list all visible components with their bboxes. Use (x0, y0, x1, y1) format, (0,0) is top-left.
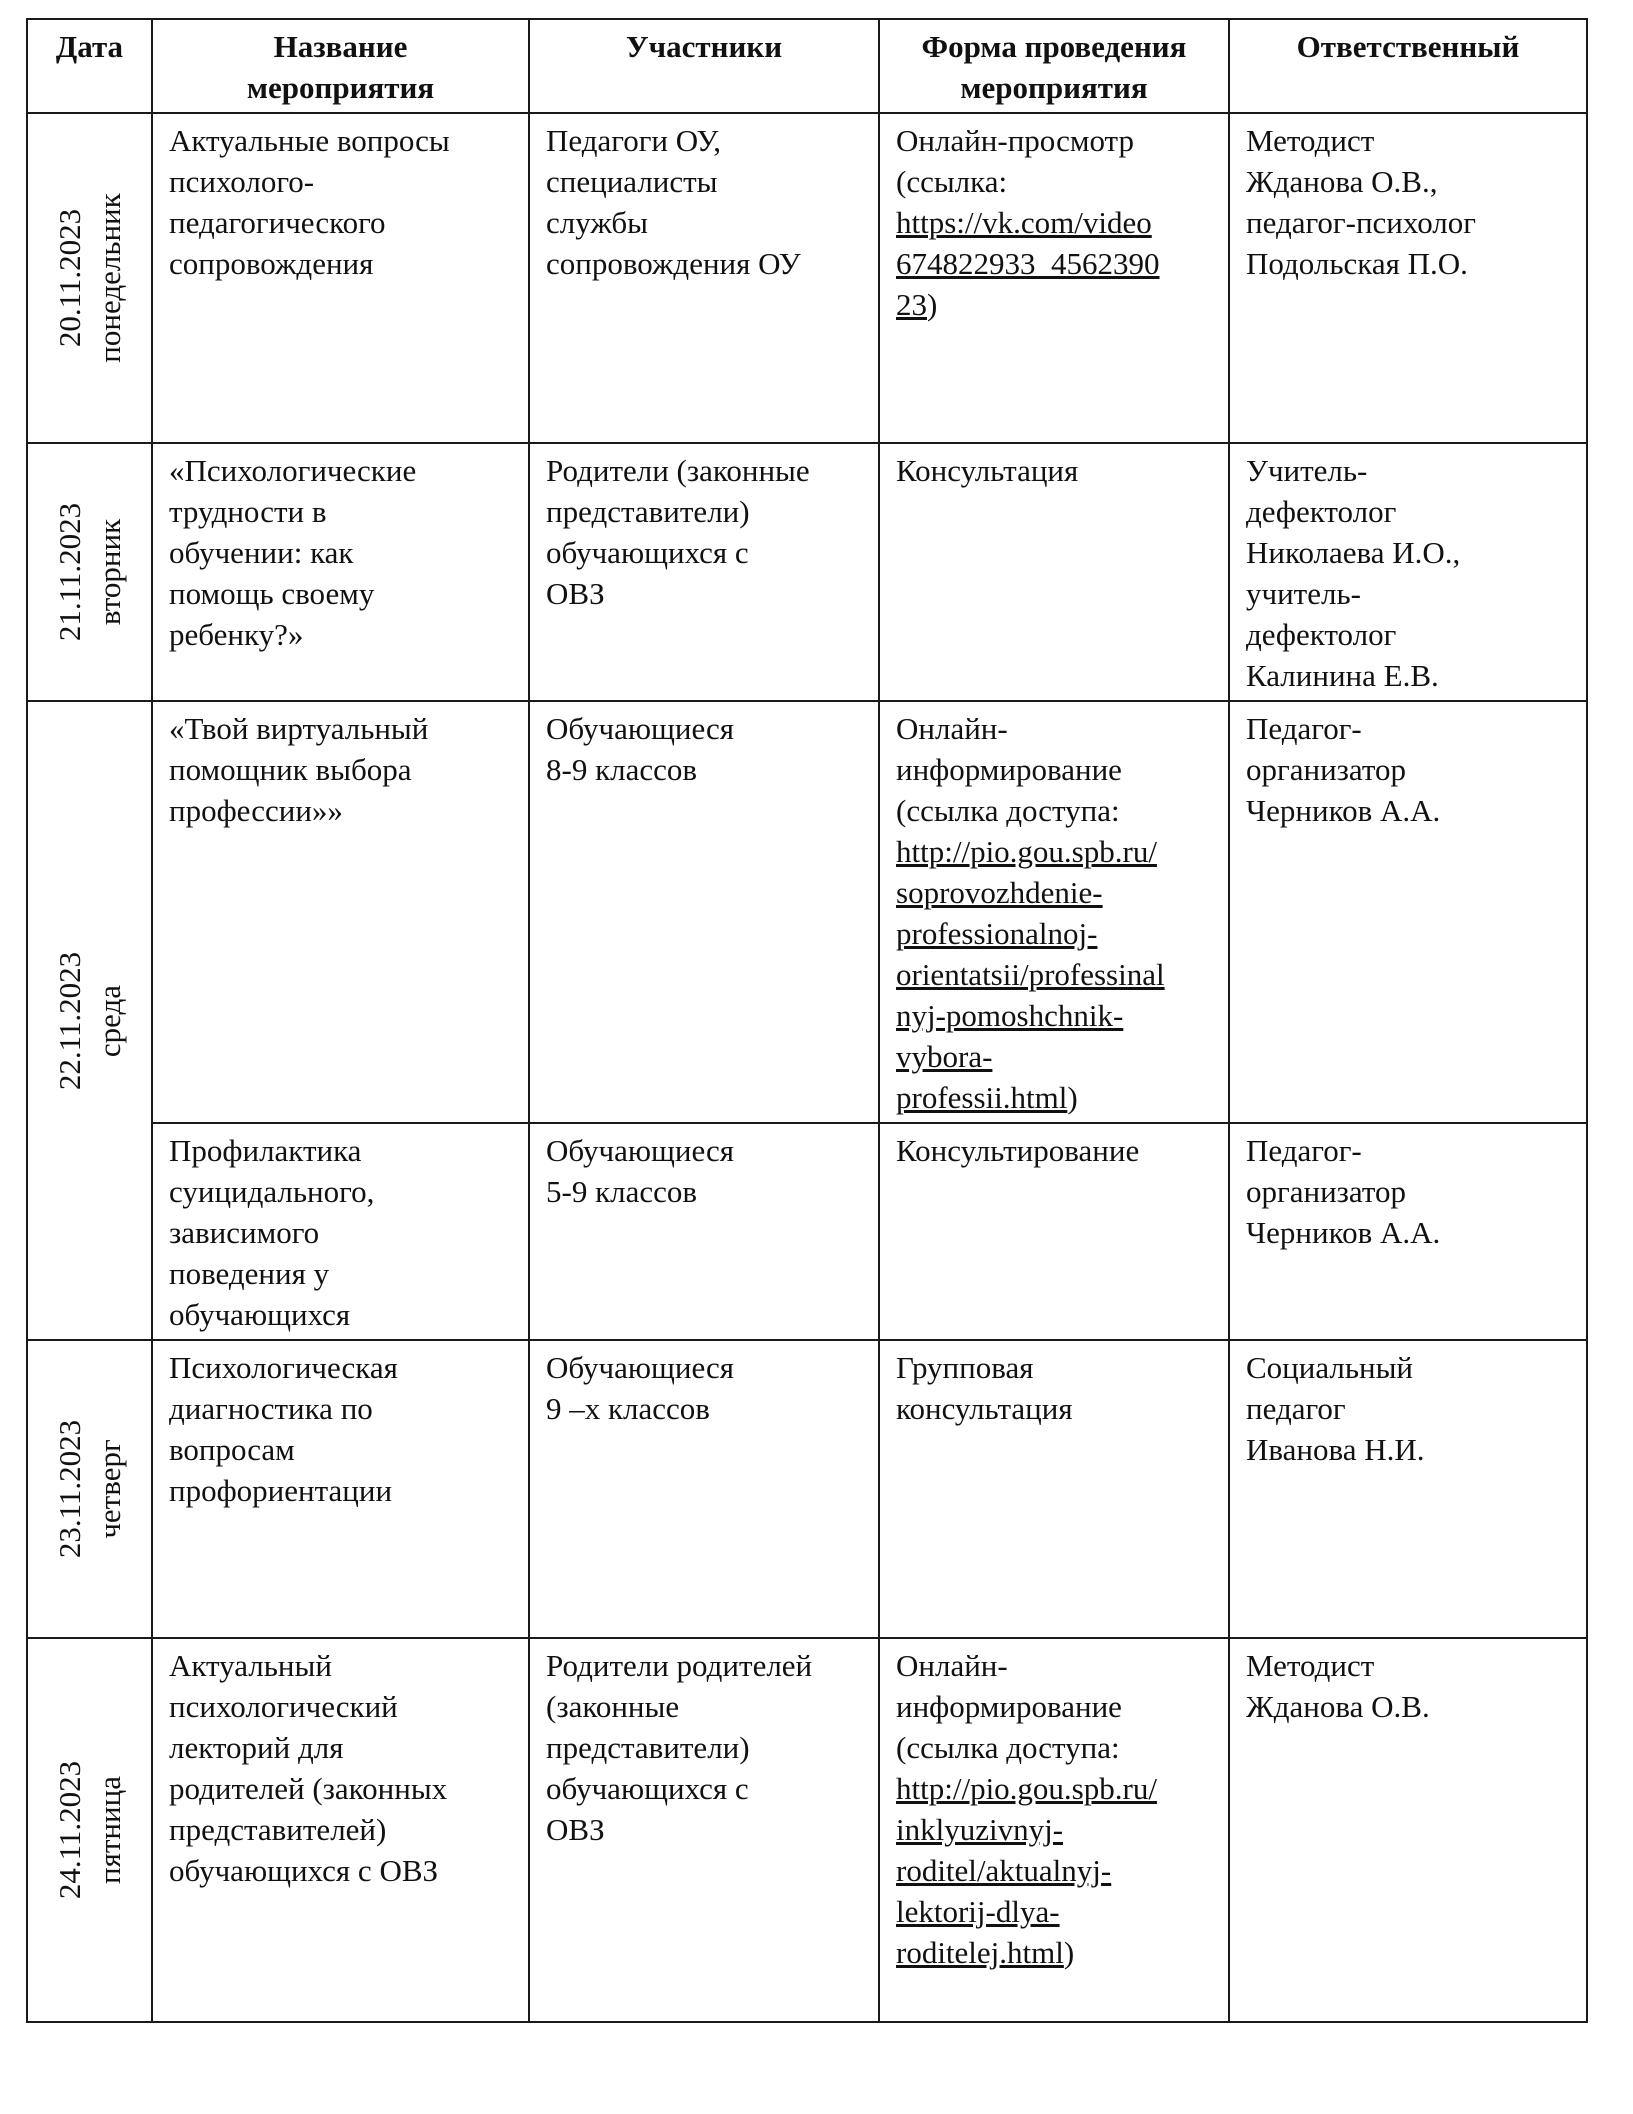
weekday-text: пятница (91, 1776, 127, 1884)
event-name: «Твой виртуальный помощник выбора профессии»» (152, 701, 529, 1123)
table-row (27, 113, 1587, 443)
table-row (27, 701, 1587, 1123)
form-after: ) (1063, 1935, 1075, 1970)
event-responsible: Педагог- организатор Черников А.А. (1229, 701, 1587, 1123)
event-participants: Педагоги ОУ, специалисты службы сопровождения ОУ (529, 113, 879, 443)
header-participants: Участники (529, 19, 879, 113)
weekday-text: четверг (91, 1439, 127, 1539)
date-cell (27, 1638, 152, 2022)
event-participants: Родители родителей (законные представители) обучающихся с ОВЗ (529, 1638, 879, 2022)
header-responsible: Ответственный (1229, 19, 1587, 113)
event-name: Актуальные вопросы психолого- педагогического сопровождения (152, 113, 529, 443)
event-name: Актуальный психологический лекторий для родителей (законных представителей) обучающихся с ОВЗ (152, 1638, 529, 2022)
event-form (879, 1638, 1229, 2022)
event-form (879, 113, 1229, 443)
date-text: 20.11.2023 (51, 208, 87, 348)
date-cell (27, 1340, 152, 1638)
table-row (27, 1340, 1587, 1638)
event-responsible: Социальный педагог Иванова Н.И. (1229, 1340, 1587, 1638)
event-responsible: Педагог- организатор Черников А.А. (1229, 1123, 1587, 1340)
event-responsible: Учитель- дефектолог Николаева И.О., учитель- дефектолог Калинина Е.В. (1229, 443, 1587, 701)
event-form (879, 701, 1229, 1123)
weekday-text: понедельник (91, 193, 127, 363)
event-responsible: Методист Жданова О.В. (1229, 1638, 1587, 2022)
form-after: ) (1067, 1080, 1078, 1115)
event-participants: Родители (законные представители) обучающихся с ОВЗ (529, 443, 879, 701)
event-responsible: Методист Жданова О.В., педагог-психолог Подольская П.О. (1229, 113, 1587, 443)
form-text: Консультирование (896, 1133, 1140, 1168)
event-participants: Обучающиеся 5-9 классов (529, 1123, 879, 1340)
form-after: ) (927, 287, 938, 322)
event-link[interactable]: https://vk.com/video 674822933_4562390 23 (896, 205, 1160, 322)
form-text: Онлайн- информирование (ссылка доступа: (896, 711, 1122, 828)
date-text: 22.11.2023 (51, 951, 87, 1090)
date-cell (27, 113, 152, 443)
table-header-row (27, 19, 1587, 113)
event-participants: Обучающиеся 9 –х классов (529, 1340, 879, 1638)
header-date: Дата (27, 19, 152, 113)
date-text: 23.11.2023 (51, 1419, 87, 1559)
table-row (27, 443, 1587, 701)
event-form (879, 1340, 1229, 1638)
weekday-text: вторник (91, 518, 127, 626)
event-link[interactable]: http://pio.gou.spb.ru/ inklyuzivnyj- roditel/aktualnyj- lektorij-dlya- roditelej.html (896, 1771, 1157, 1970)
events-schedule-table (26, 18, 1588, 2023)
form-text: Онлайн- информирование (ссылка доступа: (896, 1648, 1122, 1765)
date-cell (27, 701, 152, 1340)
event-participants: Обучающиеся 8-9 классов (529, 701, 879, 1123)
header-event-name: Название мероприятия (152, 19, 529, 113)
event-name: Профилактика суицидального, зависимого поведения у обучающихся (152, 1123, 529, 1340)
weekday-text: среда (91, 984, 127, 1057)
event-link[interactable]: http://pio.gou.spb.ru/ soprovozhdenie- professionalnoj- orientatsii/professinal nyj-pomoshchnik- vybora- professii.html (896, 834, 1165, 1115)
form-text: Онлайн-просмотр (ссылка: (896, 123, 1134, 199)
form-text: Консультация (896, 453, 1079, 488)
event-name: «Психологические трудности в обучении: как помощь своему ребенку?» (152, 443, 529, 701)
table-row (27, 1638, 1587, 2022)
date-cell (27, 443, 152, 701)
header-form: Форма проведения мероприятия (879, 19, 1229, 113)
date-text: 21.11.2023 (51, 502, 87, 642)
table-row (27, 1123, 1587, 1340)
event-name: Психологическая диагностика по вопросам профориентации (152, 1340, 529, 1638)
form-text: Групповая консультация (896, 1350, 1073, 1426)
event-form (879, 443, 1229, 701)
date-text: 24.11.2023 (51, 1760, 87, 1900)
event-form (879, 1123, 1229, 1340)
